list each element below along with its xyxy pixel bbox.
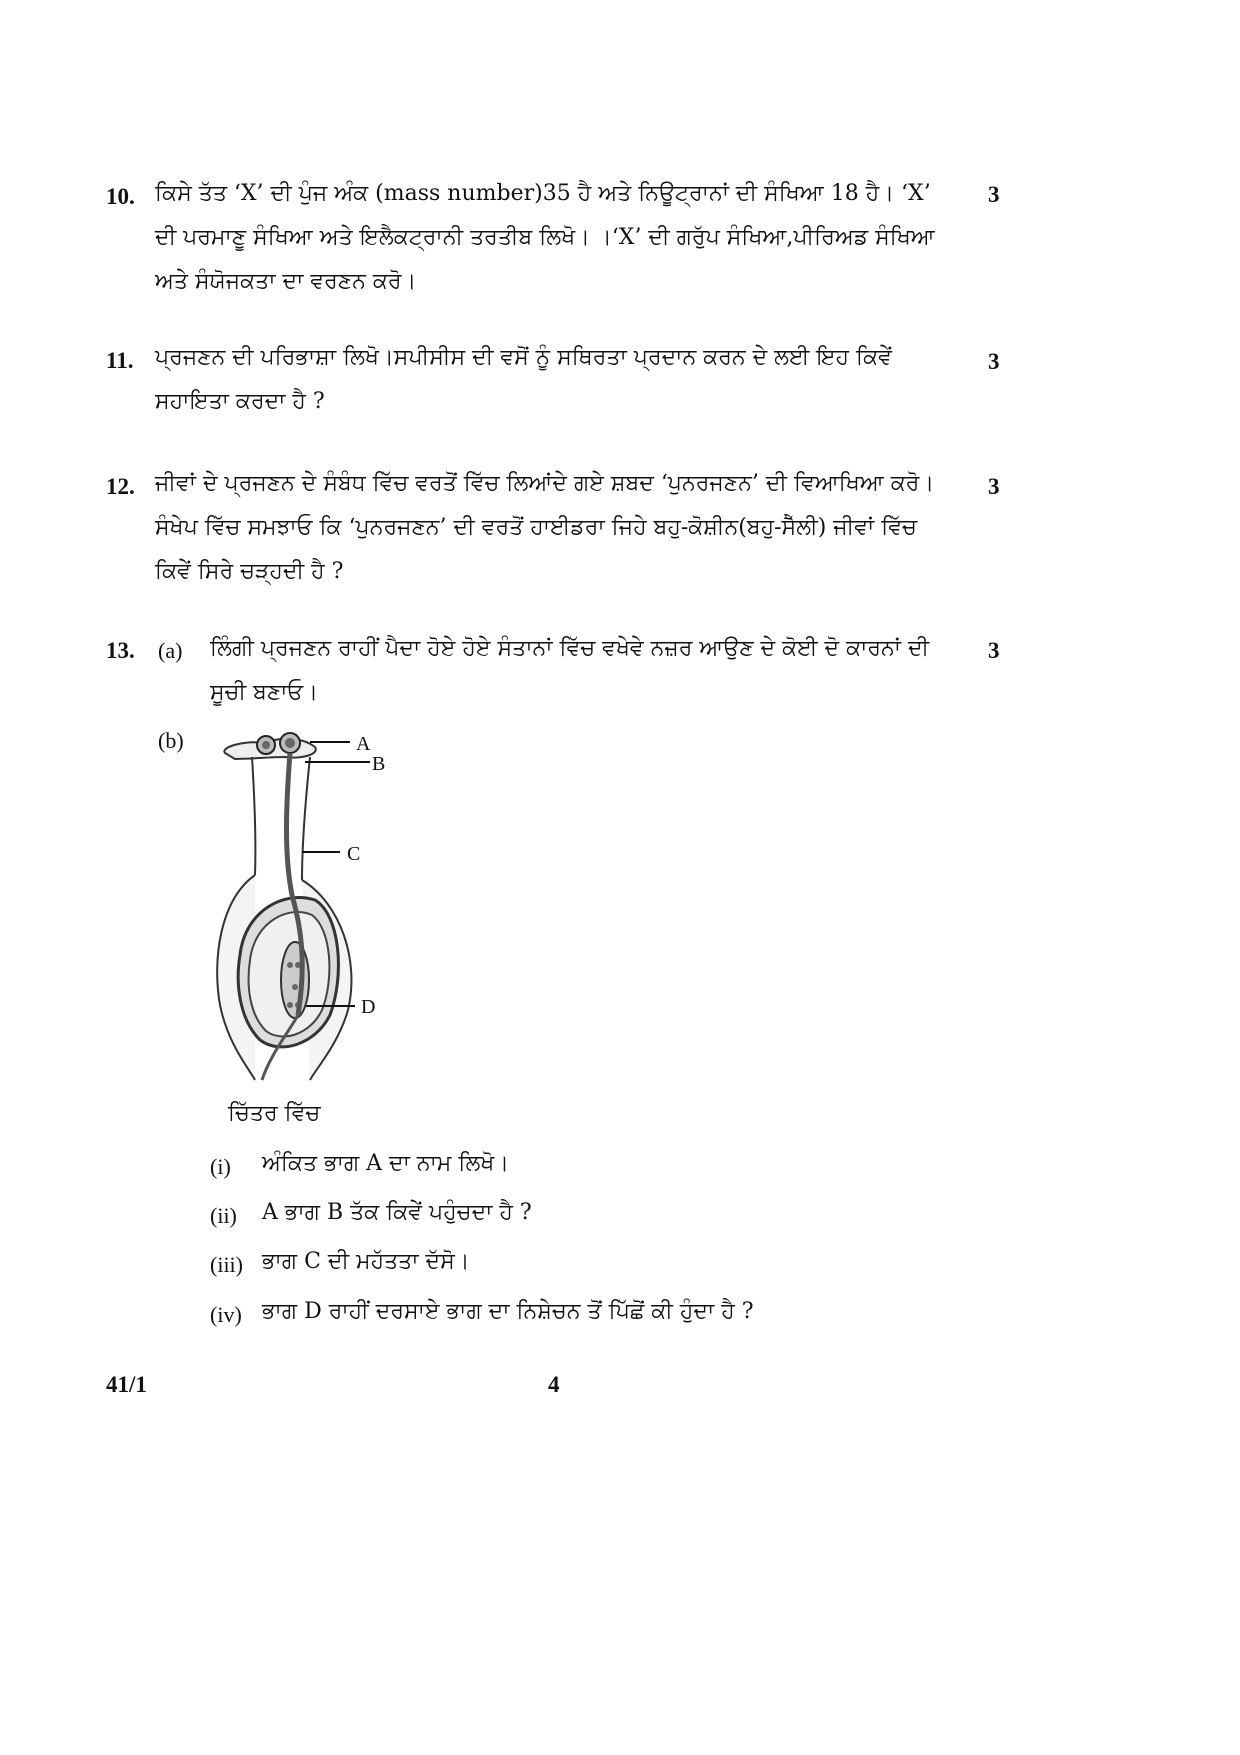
q13-number: 13. (106, 638, 135, 663)
figure-caption: ਚਿੱਤਰ ਵਿੱਚ (228, 1101, 321, 1126)
q11-number: 11. (106, 348, 134, 373)
q10-marks: 3 (988, 182, 1000, 207)
q10-text: ਕਿਸੇ ਤੱਤ ‘X’ ਦੀ ਪੁੰਜ ਅੰਕ (mass number)35 ਹੈ ਅਤੇ ਨਿਊਟ੍ਰਾਨਾਂ ਦੀ ਸੰਖਿਆ 18 ਹੈ। ‘X’ ਦੀ ਪਰਮਾਣੂ ਸੰਖਿਆ ਅਤੇ ਇਲੈਕਟ੍ਰਾਨੀ ਤਰਤੀਬ ਲਿਖੋ। ।‘X’ ਦੀ ਗਰੁੱਪ ਸੰਖਿਆ,ਪੀਰਿਅਡ ਸੰਖਿਆ ਅਤੇ ਸੰਯੋਜਕਤਾ ਦਾ ਵਰਣਨ ਕਰੋ। (155, 181, 935, 294)
q13-part-a-label: (a) (158, 638, 183, 663)
q12-number: 12. (106, 474, 135, 499)
figure-label-d: D (361, 996, 376, 1018)
q13-part-b-label: (b) (158, 728, 184, 753)
figure-label-a: A (356, 733, 371, 755)
q10-number: 10. (106, 184, 135, 209)
q12-text: ਜੀਵਾਂ ਦੇ ਪ੍ਰਜਣਨ ਦੇ ਸੰਬੰਧ ਵਿੱਚ ਵਰਤੋਂ ਵਿੱਚ ਲਿਆਂਦੇ ਗਏ ਸ਼ਬਦ ‘ਪੁਨਰਜਣਨ’ ਦੀ ਵਿਆਖਿਆ ਕਰੋ। ਸੰਖੇਪ ਵਿੱਚ ਸਮਝਾਓ ਕਿ ‘ਪੁਨਰਜਣਨ’ ਦੀ ਵਰਤੋਂ ਹਾਈਡਰਾ ਜਿਹੇ ਬਹੁ-ਕੋਸ਼ੀਨ(ਬਹੁ-ਸੈੱਲੀ) ਜੀਵਾਂ ਵਿੱਚ ਕਿਵੇਂ ਸਿਰੇ ਚੜ੍ਹਦੀ ਹੈ ? (155, 471, 935, 584)
figure-label-c: C (347, 843, 361, 865)
subpart-iii-label: (iii) (210, 1252, 243, 1277)
q13-part-a-text: ਲਿੰਗੀ ਪ੍ਰਜਣਨ ਰਾਹੀਂ ਪੈਦਾ ਹੋਏ ਹੋਏ ਸੰਤਾਨਾਂ ਵਿੱਚ ਵਖੇਵੇ ਨਜ਼ਰ ਆਉਣ ਦੇ ਕੋਈ ਦੋ ਕਾਰਨਾਂ ਦੀ ਸੂਚੀ ਬਣਾਓ। (210, 636, 930, 705)
q11-text: ਪ੍ਰਜਣਨ ਦੀ ਪਰਿਭਾਸ਼ਾ ਲਿਖੋ।ਸਪੀਸੀਸ ਦੀ ਵਸੋਂ ਨੂੰ ਸਥਿਰਤਾ ਪ੍ਰਦਾਨ ਕਰਨ ਦੇ ਲਈ ਇਹ ਕਿਵੇਂ ਸਹਾਇਤਾ ਕਰਦਾ ਹੈ ? (155, 345, 892, 414)
q12-marks: 3 (988, 474, 1000, 499)
figure-label-b: B (372, 753, 386, 775)
paper-code: 41/1 (106, 1372, 147, 1397)
q11-marks: 3 (988, 349, 1000, 374)
pistil-diagram (210, 725, 400, 1085)
subpart-iv-text: ਭਾਗ D ਰਾਹੀਂ ਦਰਸਾਏ ਭਾਗ ਦਾ ਨਿਸ਼ੇਚਨ ਤੋਂ ਪਿੱਛੋਂ ਕੀ ਹੁੰਦਾ ਹੈ ? (262, 1299, 754, 1324)
subpart-iii-text: ਭਾਗ C ਦੀ ਮਹੱਤਤਾ ਦੱਸੋ। (262, 1249, 470, 1274)
subpart-i-label: (i) (210, 1154, 231, 1179)
subpart-iv-label: (iv) (210, 1302, 242, 1327)
subpart-i-text: ਅੰਕਿਤ ਭਾਗ A ਦਾ ਨਾਮ ਲਿਖੋ। (262, 1151, 510, 1176)
q13-marks: 3 (988, 638, 1000, 663)
page-number: 4 (548, 1372, 560, 1397)
subpart-ii-text: A ਭਾਗ B ਤੱਕ ਕਿਵੇਂ ਪਹੁੰਚਦਾ ਹੈ ? (262, 1200, 532, 1225)
subpart-ii-label: (ii) (210, 1203, 237, 1228)
